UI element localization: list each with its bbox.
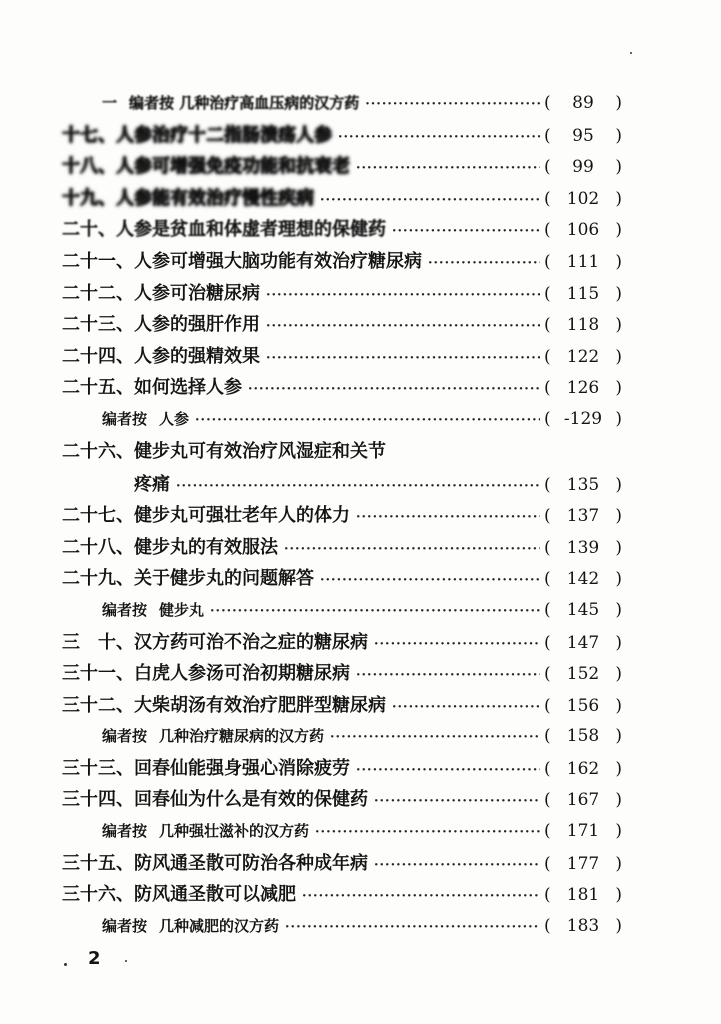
toc-page-number: 99 xyxy=(572,157,594,178)
toc-entry-label: 三十一、 xyxy=(62,663,134,685)
toc-page-number: 137 xyxy=(566,506,600,527)
toc-entry-title: 十八、人参可增强免疫功能和抗衰老 xyxy=(62,156,350,178)
toc-entry-title: 人参是贫血和体虚者理想的保健药 xyxy=(116,219,386,241)
toc-entry-title: 白虎人参汤可治初期糖尿病 xyxy=(134,663,350,685)
toc-entry-title: 健步丸可有效治疗风湿症和关节 xyxy=(134,440,386,462)
page-number: 2 xyxy=(88,948,101,969)
toc-page-ref: ( 139 ) xyxy=(544,533,622,565)
toc-entry-label: 三十六、 xyxy=(62,884,134,906)
toc-entry xyxy=(62,753,622,785)
toc-page-number: 102 xyxy=(566,188,600,209)
toc-leader-dots xyxy=(315,817,540,849)
toc-leader-dots xyxy=(330,722,540,754)
toc-page-ref: ( 89 ) xyxy=(544,88,622,120)
toc-leader-dots xyxy=(374,786,540,818)
toc-entry-label: 二十九、 xyxy=(62,568,134,590)
toc-leader-dots xyxy=(356,755,540,787)
toc-page-ref: ( 152 ) xyxy=(544,659,622,691)
toc-page-ref: ( 162 ) xyxy=(544,754,622,786)
toc-leader-dots xyxy=(210,596,540,628)
toc-page-ref: ( 181 ) xyxy=(544,880,622,912)
toc-page-number: 106 xyxy=(566,220,600,241)
toc-page-number: 171 xyxy=(566,821,600,842)
toc-entry-title: 如何选择人参 xyxy=(134,377,242,399)
scan-speck xyxy=(64,963,67,966)
toc-entry-title: 人参的强肝作用 xyxy=(134,314,260,336)
scan-speck xyxy=(125,960,127,962)
toc-leader-dots xyxy=(320,565,540,597)
toc-page-ref: ( 145 ) xyxy=(544,595,622,627)
toc-entry xyxy=(62,911,622,943)
toc-leader-dots xyxy=(356,660,540,692)
toc-leader-dots xyxy=(320,185,540,217)
toc-entry xyxy=(62,469,622,501)
toc-entry-label: 编者按 xyxy=(102,409,148,428)
toc-entry xyxy=(62,784,622,816)
toc-page-ref: ( -129 ) xyxy=(544,404,622,436)
toc-leader-dots xyxy=(338,122,540,154)
toc-entry-label: 二十二、 xyxy=(62,282,134,304)
toc-leader-dots xyxy=(374,629,540,661)
toc-page-ref: ( 147 ) xyxy=(544,628,622,660)
toc-leader-dots xyxy=(302,881,540,913)
toc-entry-title: 回春仙为什么是有效的保健药 xyxy=(134,789,368,811)
toc-page-number: 142 xyxy=(566,569,600,590)
toc-page-number: 147 xyxy=(566,632,600,653)
toc-page-number: 115 xyxy=(566,283,600,304)
toc-page-ref: ( 167 ) xyxy=(544,785,622,817)
toc-entry-title: 十七、人参治疗十二指肠溃疡人参 xyxy=(62,124,332,146)
toc-entry-title: 疼痛 xyxy=(134,473,170,495)
toc-entry-title: 人参的强精效果 xyxy=(134,345,260,367)
toc-page-number: 145 xyxy=(566,599,600,620)
toc-page-ref: ( 142 ) xyxy=(544,564,622,596)
toc-page-number: 181 xyxy=(566,885,600,906)
toc-entry xyxy=(62,88,622,120)
toc-entry-title: 汉方药可治不治之症的糖尿病 xyxy=(134,631,368,653)
toc-leader-dots xyxy=(266,280,540,312)
toc-entry-title: 人参可治糖尿病 xyxy=(134,282,260,304)
toc-entry xyxy=(62,120,622,152)
toc-page-number: 158 xyxy=(566,726,600,747)
toc-entry xyxy=(62,879,622,911)
toc-entry-title: 防风通圣散可防治各种成年病 xyxy=(134,852,368,874)
toc-entry-title: 几种强壮滋补的汉方药 xyxy=(159,822,310,841)
toc-page-number: 126 xyxy=(566,378,600,399)
toc-entry-label: 二十三、 xyxy=(62,314,134,336)
toc-page-ref: ( 102 ) xyxy=(544,184,622,216)
toc-entry-title: 回春仙能强身强心消除疲劳 xyxy=(134,757,350,779)
toc-entry-title: 健步丸 xyxy=(159,600,205,619)
toc-page-ref: ( 95 ) xyxy=(544,121,622,153)
toc-page-number: 177 xyxy=(566,853,600,874)
table-of-contents xyxy=(62,88,622,942)
toc-entry-label: 三十三、 xyxy=(62,757,134,779)
toc-entry-label: 三十二、 xyxy=(62,694,134,716)
toc-leader-dots xyxy=(176,471,540,503)
toc-page-ref: ( 158 ) xyxy=(544,721,622,753)
toc-entry xyxy=(62,183,622,215)
toc-entry xyxy=(62,404,622,436)
toc-entry-title: 编者按 几种治疗高血压病的汉方药 xyxy=(129,94,360,112)
toc-entry-label: 二十五、 xyxy=(62,377,134,399)
toc-entry-label: 二十七、 xyxy=(62,505,134,527)
toc-leader-dots xyxy=(195,405,540,437)
toc-entry xyxy=(62,278,622,310)
toc-leader-dots xyxy=(392,216,540,248)
toc-entry xyxy=(62,309,622,341)
toc-page-number: 122 xyxy=(566,346,600,367)
toc-page-number: 152 xyxy=(566,664,600,685)
toc-leader-dots xyxy=(392,692,540,724)
toc-leader-dots xyxy=(365,89,540,121)
toc-page-ref: ( 126 ) xyxy=(544,373,622,405)
toc-page-ref: ( 156 ) xyxy=(544,691,622,723)
toc-entry-title: 几种治疗糖尿病的汉方药 xyxy=(159,727,325,746)
toc-entry-title: 十九、人参能有效治疗慢性疾病 xyxy=(62,187,314,209)
toc-page-number: 139 xyxy=(566,537,600,558)
toc-page-number: -129 xyxy=(563,408,603,429)
toc-leader-dots xyxy=(428,248,540,280)
toc-leader-dots xyxy=(284,534,540,566)
toc-entry-label: 编者按 xyxy=(102,600,148,619)
toc-page-ref: ( 122 ) xyxy=(544,342,622,374)
toc-entry xyxy=(62,848,622,880)
toc-page-number: 183 xyxy=(566,915,600,936)
toc-entry xyxy=(62,436,622,469)
toc-page-ref: ( 111 ) xyxy=(544,247,622,279)
toc-entry-label: 三 十、 xyxy=(62,631,134,653)
toc-page-ref: ( 171 ) xyxy=(544,816,622,848)
toc-entry-label: 三十四、 xyxy=(62,789,134,811)
toc-leader-dots xyxy=(374,850,540,882)
toc-entry-label: 编者按 xyxy=(102,727,148,746)
toc-entry xyxy=(62,214,622,246)
toc-entry-label: 二十、 xyxy=(62,219,116,241)
toc-page-number: 95 xyxy=(572,125,594,146)
toc-entry xyxy=(62,563,622,595)
toc-leader-dots xyxy=(266,311,540,343)
toc-entry-label: 二十四、 xyxy=(62,345,134,367)
toc-entry-title: 防风通圣散可以减肥 xyxy=(134,884,296,906)
toc-entry-title: 人参 xyxy=(159,409,190,428)
toc-entry-label: 二十八、 xyxy=(62,536,134,558)
toc-leader-dots xyxy=(285,912,540,944)
toc-leader-dots xyxy=(356,153,540,185)
toc-entry xyxy=(62,816,622,848)
toc-entry xyxy=(62,372,622,404)
toc-entry xyxy=(62,151,622,183)
toc-entry xyxy=(62,532,622,564)
toc-entry xyxy=(62,658,622,690)
toc-entry-label: 编者按 xyxy=(102,822,148,841)
toc-page-ref: ( 177 ) xyxy=(544,849,622,881)
toc-entry-label: 一 xyxy=(102,94,118,112)
toc-page-ref: ( 137 ) xyxy=(544,501,622,533)
toc-entry xyxy=(62,595,622,627)
toc-entry-title: 大柴胡汤有效治疗肥胖型糖尿病 xyxy=(134,694,386,716)
toc-page-number: 118 xyxy=(566,315,600,336)
toc-entry-title: 几种减肥的汉方药 xyxy=(159,916,280,935)
toc-page-ref: ( 118 ) xyxy=(544,310,622,342)
scan-speck xyxy=(630,52,632,54)
toc-entry-title: 人参可增强大脑功能有效治疗糖尿病 xyxy=(134,250,422,272)
toc-page-ref: ( 135 ) xyxy=(544,470,622,502)
toc-entry xyxy=(62,341,622,373)
toc-page-number: 156 xyxy=(566,695,600,716)
toc-page-number: 162 xyxy=(566,758,600,779)
toc-entry-title: 关于健步丸的问题解答 xyxy=(134,568,314,590)
toc-entry-label: 三十五、 xyxy=(62,852,134,874)
toc-entry xyxy=(62,627,622,659)
toc-page-ref: ( 115 ) xyxy=(544,279,622,311)
toc-entry-label: 二十一、 xyxy=(62,250,134,272)
toc-page-number: 167 xyxy=(566,790,600,811)
toc-entry xyxy=(62,500,622,532)
toc-page-ref: ( 183 ) xyxy=(544,911,622,943)
toc-page-number: 135 xyxy=(566,474,600,495)
toc-page-ref: ( 106 ) xyxy=(544,215,622,247)
toc-leader-dots xyxy=(356,502,540,534)
toc-entry xyxy=(62,721,622,753)
toc-entry xyxy=(62,246,622,278)
toc-page-ref: ( 99 ) xyxy=(544,152,622,184)
toc-page-number: 89 xyxy=(572,93,594,113)
toc-entry-label: 编者按 xyxy=(102,916,148,935)
toc-page-number: 111 xyxy=(566,251,600,272)
toc-entry-title: 健步丸的有效服法 xyxy=(134,536,278,558)
toc-leader-dots xyxy=(266,343,540,375)
toc-leader-dots xyxy=(248,374,540,406)
toc-entry-title: 健步丸可强壮老年人的体力 xyxy=(134,505,350,527)
toc-entry-label: 二十六、 xyxy=(62,440,134,462)
toc-entry xyxy=(62,690,622,722)
